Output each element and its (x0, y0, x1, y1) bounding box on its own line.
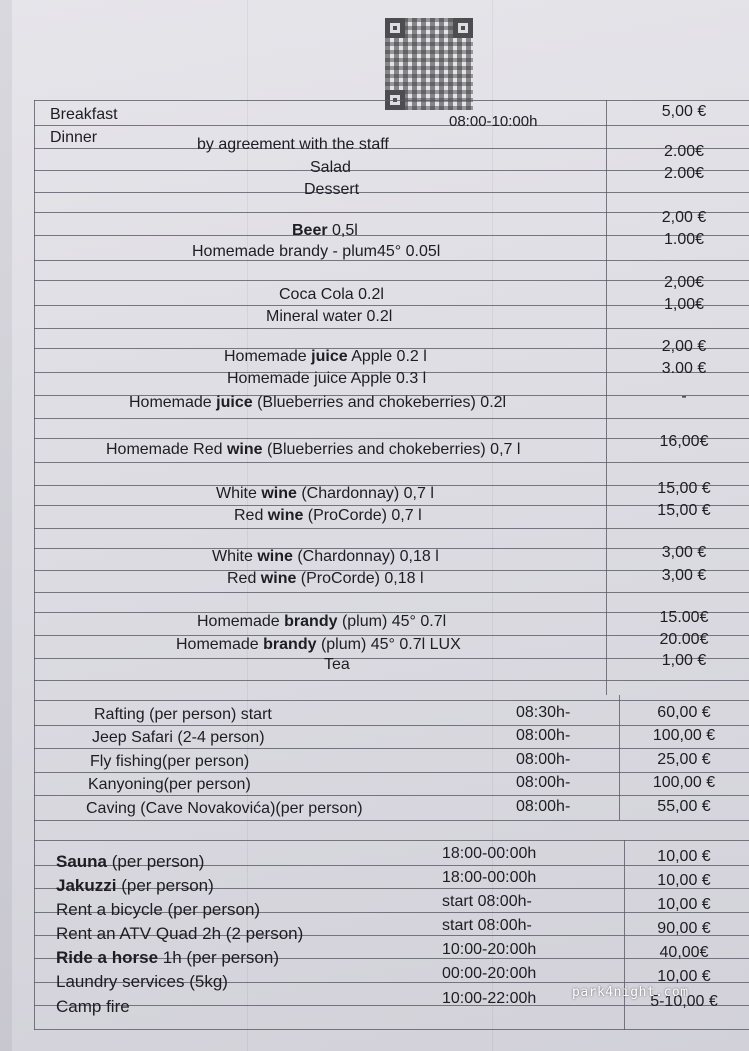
drink-item: Tea (324, 656, 350, 673)
dessert-label: Dessert (304, 181, 360, 198)
drink-item: White wine (Chardonnay) 0,18 l (212, 548, 439, 565)
dessert-price: 2.00€ (663, 165, 705, 182)
service-time: start 08:00h- (442, 917, 532, 934)
watermark: park4night.com (572, 985, 689, 1000)
drink-price: 20.00€ (659, 631, 709, 648)
price-column-divider (606, 100, 607, 695)
dinner-note: by agreement with the staff (197, 136, 389, 153)
drink-price: - (681, 388, 687, 405)
price-column-divider (619, 695, 620, 820)
service-price: 90,00 € (657, 920, 711, 937)
service-price: 10,00 € (657, 848, 711, 865)
service-label: Sauna (per person) (56, 852, 205, 871)
drink-price: 1,00€ (663, 296, 705, 313)
drink-price: 1.00€ (663, 231, 705, 248)
drink-price: 16,00€ (659, 433, 709, 450)
activity-price: 55,00 € (657, 798, 711, 815)
service-time: 00:00-20:00h (442, 965, 537, 982)
service-label: Rent an ATV Quad 2h (2 person) (56, 924, 304, 943)
service-price: 40,00€ (659, 944, 709, 961)
service-time: 10:00-22:00h (442, 990, 537, 1007)
drink-price: 2,00 € (661, 338, 707, 355)
activity-price: 60,00 € (657, 704, 711, 721)
drink-price: 1,00 € (661, 652, 707, 669)
drink-price: 3,00 € (661, 544, 707, 561)
drink-item: Homemade brandy (plum) 45° 0.7l (197, 613, 447, 630)
drink-price: 3.00 € (661, 360, 707, 377)
activity-time: 08:00h- (516, 727, 571, 744)
activity-label: Caving (Cave Novakovića)(per person) (86, 800, 363, 817)
service-label: Ride a horse 1h (per person) (56, 948, 279, 967)
drink-price: 2,00 € (661, 209, 707, 226)
drink-price: 2,00€ (663, 274, 705, 291)
service-time: 18:00-00:00h (442, 845, 537, 862)
activity-price: 25,00 € (657, 751, 711, 768)
service-price: 10,00 € (657, 896, 711, 913)
breakfast-label: Breakfast (50, 106, 118, 123)
drink-item: Coca Cola 0.2l (279, 286, 384, 303)
drink-item: Mineral water 0.2l (266, 308, 393, 325)
drink-price: 15,00 € (657, 502, 711, 519)
salad-label: Salad (310, 159, 351, 176)
activity-time: 08:00h- (516, 798, 571, 815)
activity-label: Kanyoning(per person) (88, 776, 251, 793)
price-table (34, 100, 749, 1030)
service-price: 5-10,00 € (650, 993, 718, 1010)
service-label: Camp fire (56, 997, 130, 1016)
service-price: 10,00 € (657, 968, 711, 985)
service-time: 10:00-20:00h (442, 941, 537, 958)
drink-item: White wine (Chardonnay) 0,7 l (216, 485, 434, 502)
activity-label: Rafting (per person) start (94, 706, 272, 723)
service-time: 18:00-00:00h (442, 869, 537, 886)
service-price: 10,00 € (657, 872, 711, 889)
drink-item: Homemade juice (Blueberries and chokeberries) 0.2l (129, 394, 507, 411)
service-label: Rent a bicycle (per person) (56, 900, 261, 919)
activity-time: 08:30h- (516, 704, 571, 721)
activity-price: 100,00 € (652, 727, 716, 744)
breakfast-price: 5,00 € (661, 103, 707, 120)
table-left-border (34, 100, 35, 1030)
service-time: start 08:00h- (442, 893, 532, 910)
drink-item: Red wine (ProCorde) 0,18 l (227, 570, 424, 587)
drink-item: Red wine (ProCorde) 0,7 l (234, 507, 422, 524)
activity-time: 08:00h- (516, 774, 571, 791)
drink-item: Homemade Red wine (Blueberries and chokeberries) 0,7 l (106, 441, 521, 458)
drink-item: Homemade brandy (plum) 45° 0.7l LUX (176, 636, 461, 653)
activity-price: 100,00 € (652, 774, 716, 791)
drink-item: Homemade brandy - plum45° 0.05l (192, 243, 441, 260)
drink-price: 3,00 € (661, 567, 707, 584)
salad-price: 2.00€ (663, 143, 705, 160)
dinner-label: Dinner (50, 129, 98, 146)
service-label: Jakuzzi (per person) (56, 876, 214, 895)
drink-item: Homemade juice Apple 0.2 l (224, 348, 427, 365)
drink-item: Beer 0,5l (292, 222, 358, 239)
activity-label: Jeep Safari (2-4 person) (92, 729, 265, 746)
activity-time: 08:00h- (516, 751, 571, 768)
drink-item: Homemade juice Apple 0.3 l (227, 370, 427, 387)
drink-price: 15,00 € (657, 480, 711, 497)
activity-label: Fly fishing(per person) (90, 753, 250, 770)
drink-price: 15.00€ (659, 609, 709, 626)
qr-code (385, 18, 473, 110)
breakfast-time: 08:00-10:00h (449, 113, 538, 130)
service-label: Laundry services (5kg) (56, 972, 228, 991)
